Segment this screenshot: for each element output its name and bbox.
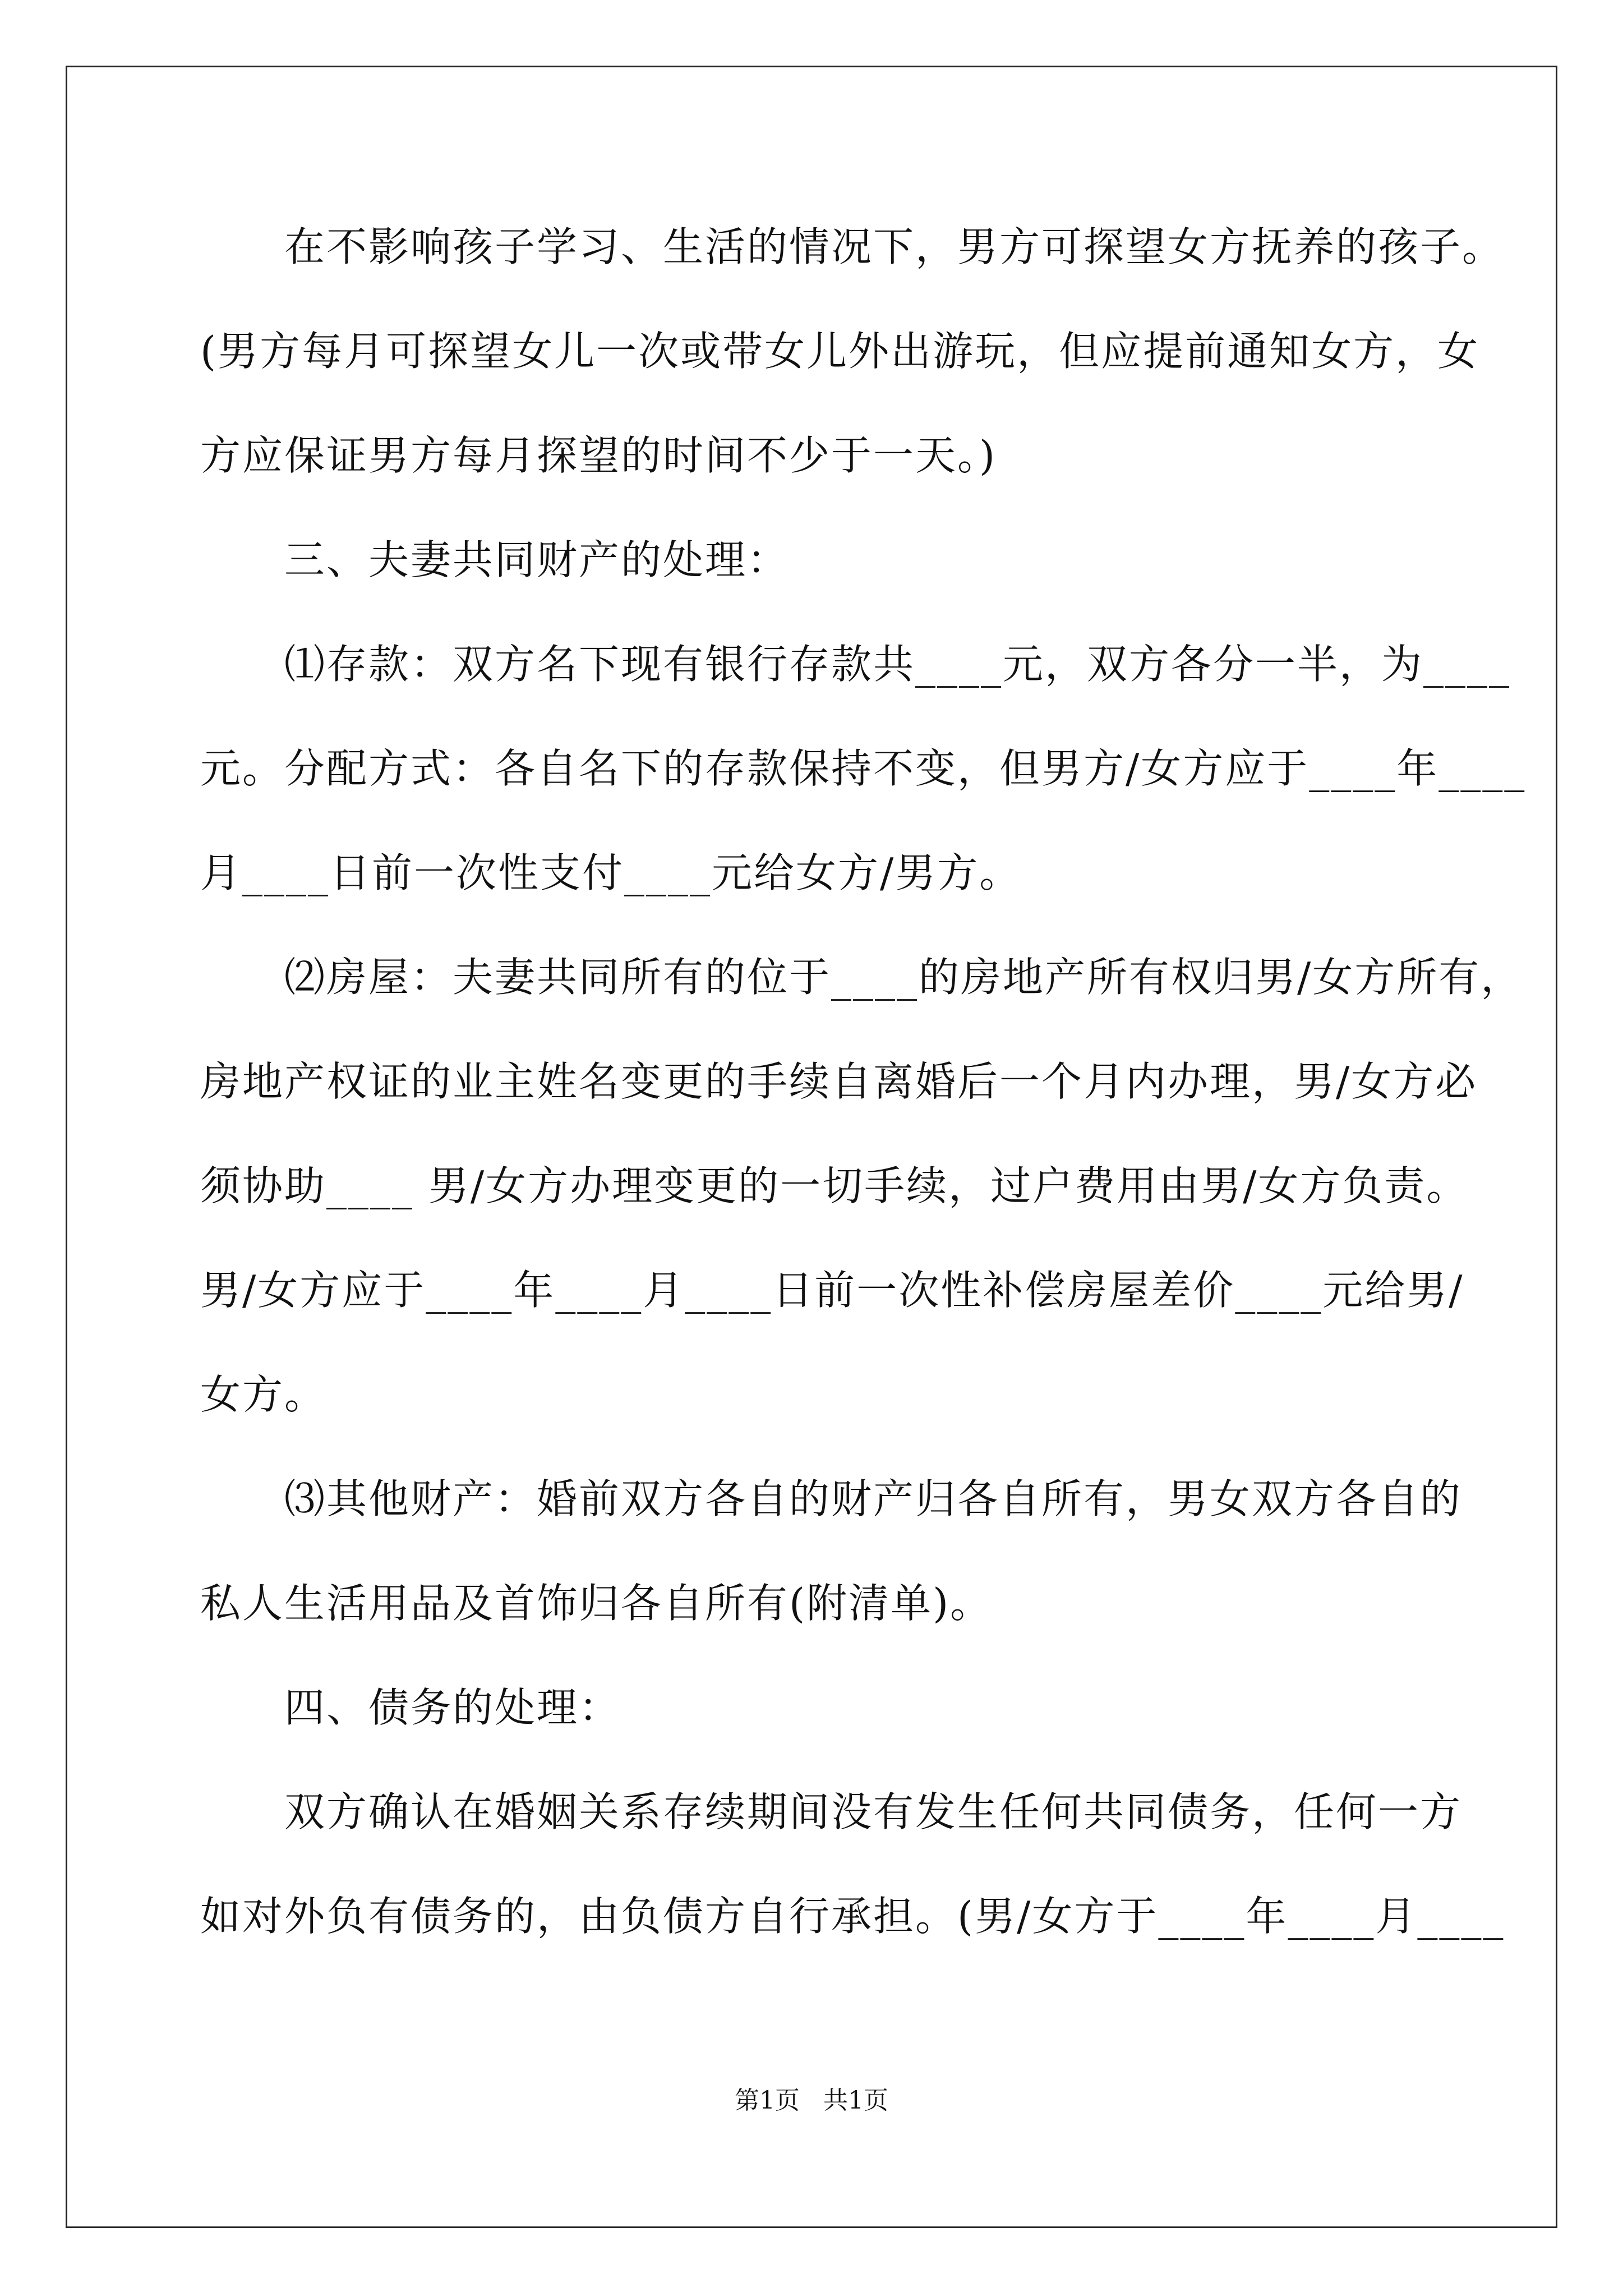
text-line-11: 男/女方应于____年____月____日前一次性补偿房屋差价____元给男/ bbox=[200, 1267, 1464, 1314]
text-line-16: 双方确认在婚姻关系存续期间没有发生任何共同债务，任何一方 bbox=[200, 1788, 1463, 1835]
text-line-6: 元。分配方式：各自名下的存款保持不变，但男方/女方应于____年____ bbox=[200, 745, 1527, 792]
text-line-7: 月____日前一次性支付____元给女方/男方。 bbox=[200, 849, 1022, 896]
text-line-3: 方应保证男方每月探望的时间不少于一天。) bbox=[200, 432, 997, 479]
text-line-10: 须协助____ 男/女方办理变更的一切手续，过户费用由男/女方负责。 bbox=[200, 1162, 1469, 1209]
text-line-5: ⑴存款：双方名下现有银行存款共____元，双方各分一半，为____ bbox=[200, 641, 1511, 688]
page-footer: 第1页 共1页 bbox=[735, 2086, 888, 2115]
text-line-13: ⑶其他财产：婚前双方各自的财产归各自所有，男女双方各自的 bbox=[200, 1475, 1463, 1522]
section-heading-4: 四、债务的处理： bbox=[200, 1684, 621, 1731]
text-line-14: 私人生活用品及首饰归各自所有(附清单)。 bbox=[200, 1580, 993, 1627]
text-line-17: 如对外负有债务的，由负债方自行承担。(男/女方于____年____月____ bbox=[200, 1893, 1505, 1940]
text-line-9: 房地产权证的业主姓名变更的手续自离婚后一个月内办理，男/女方必 bbox=[200, 1058, 1478, 1105]
text-line-12: 女方。 bbox=[200, 1371, 327, 1418]
text-line-2: (男方每月可探望女儿一次或带女儿外出游玩，但应提前通知女方，女 bbox=[200, 328, 1480, 375]
text-line-1: 在不影响孩子学习、生活的情况下，男方可探望女方抚养的孩子。 bbox=[200, 223, 1505, 270]
section-heading-3: 三、夫妻共同财产的处理： bbox=[200, 536, 790, 583]
text-line-8: ⑵房屋：夫妻共同所有的位于____的房地产所有权归男/女方所有， bbox=[200, 954, 1523, 1001]
